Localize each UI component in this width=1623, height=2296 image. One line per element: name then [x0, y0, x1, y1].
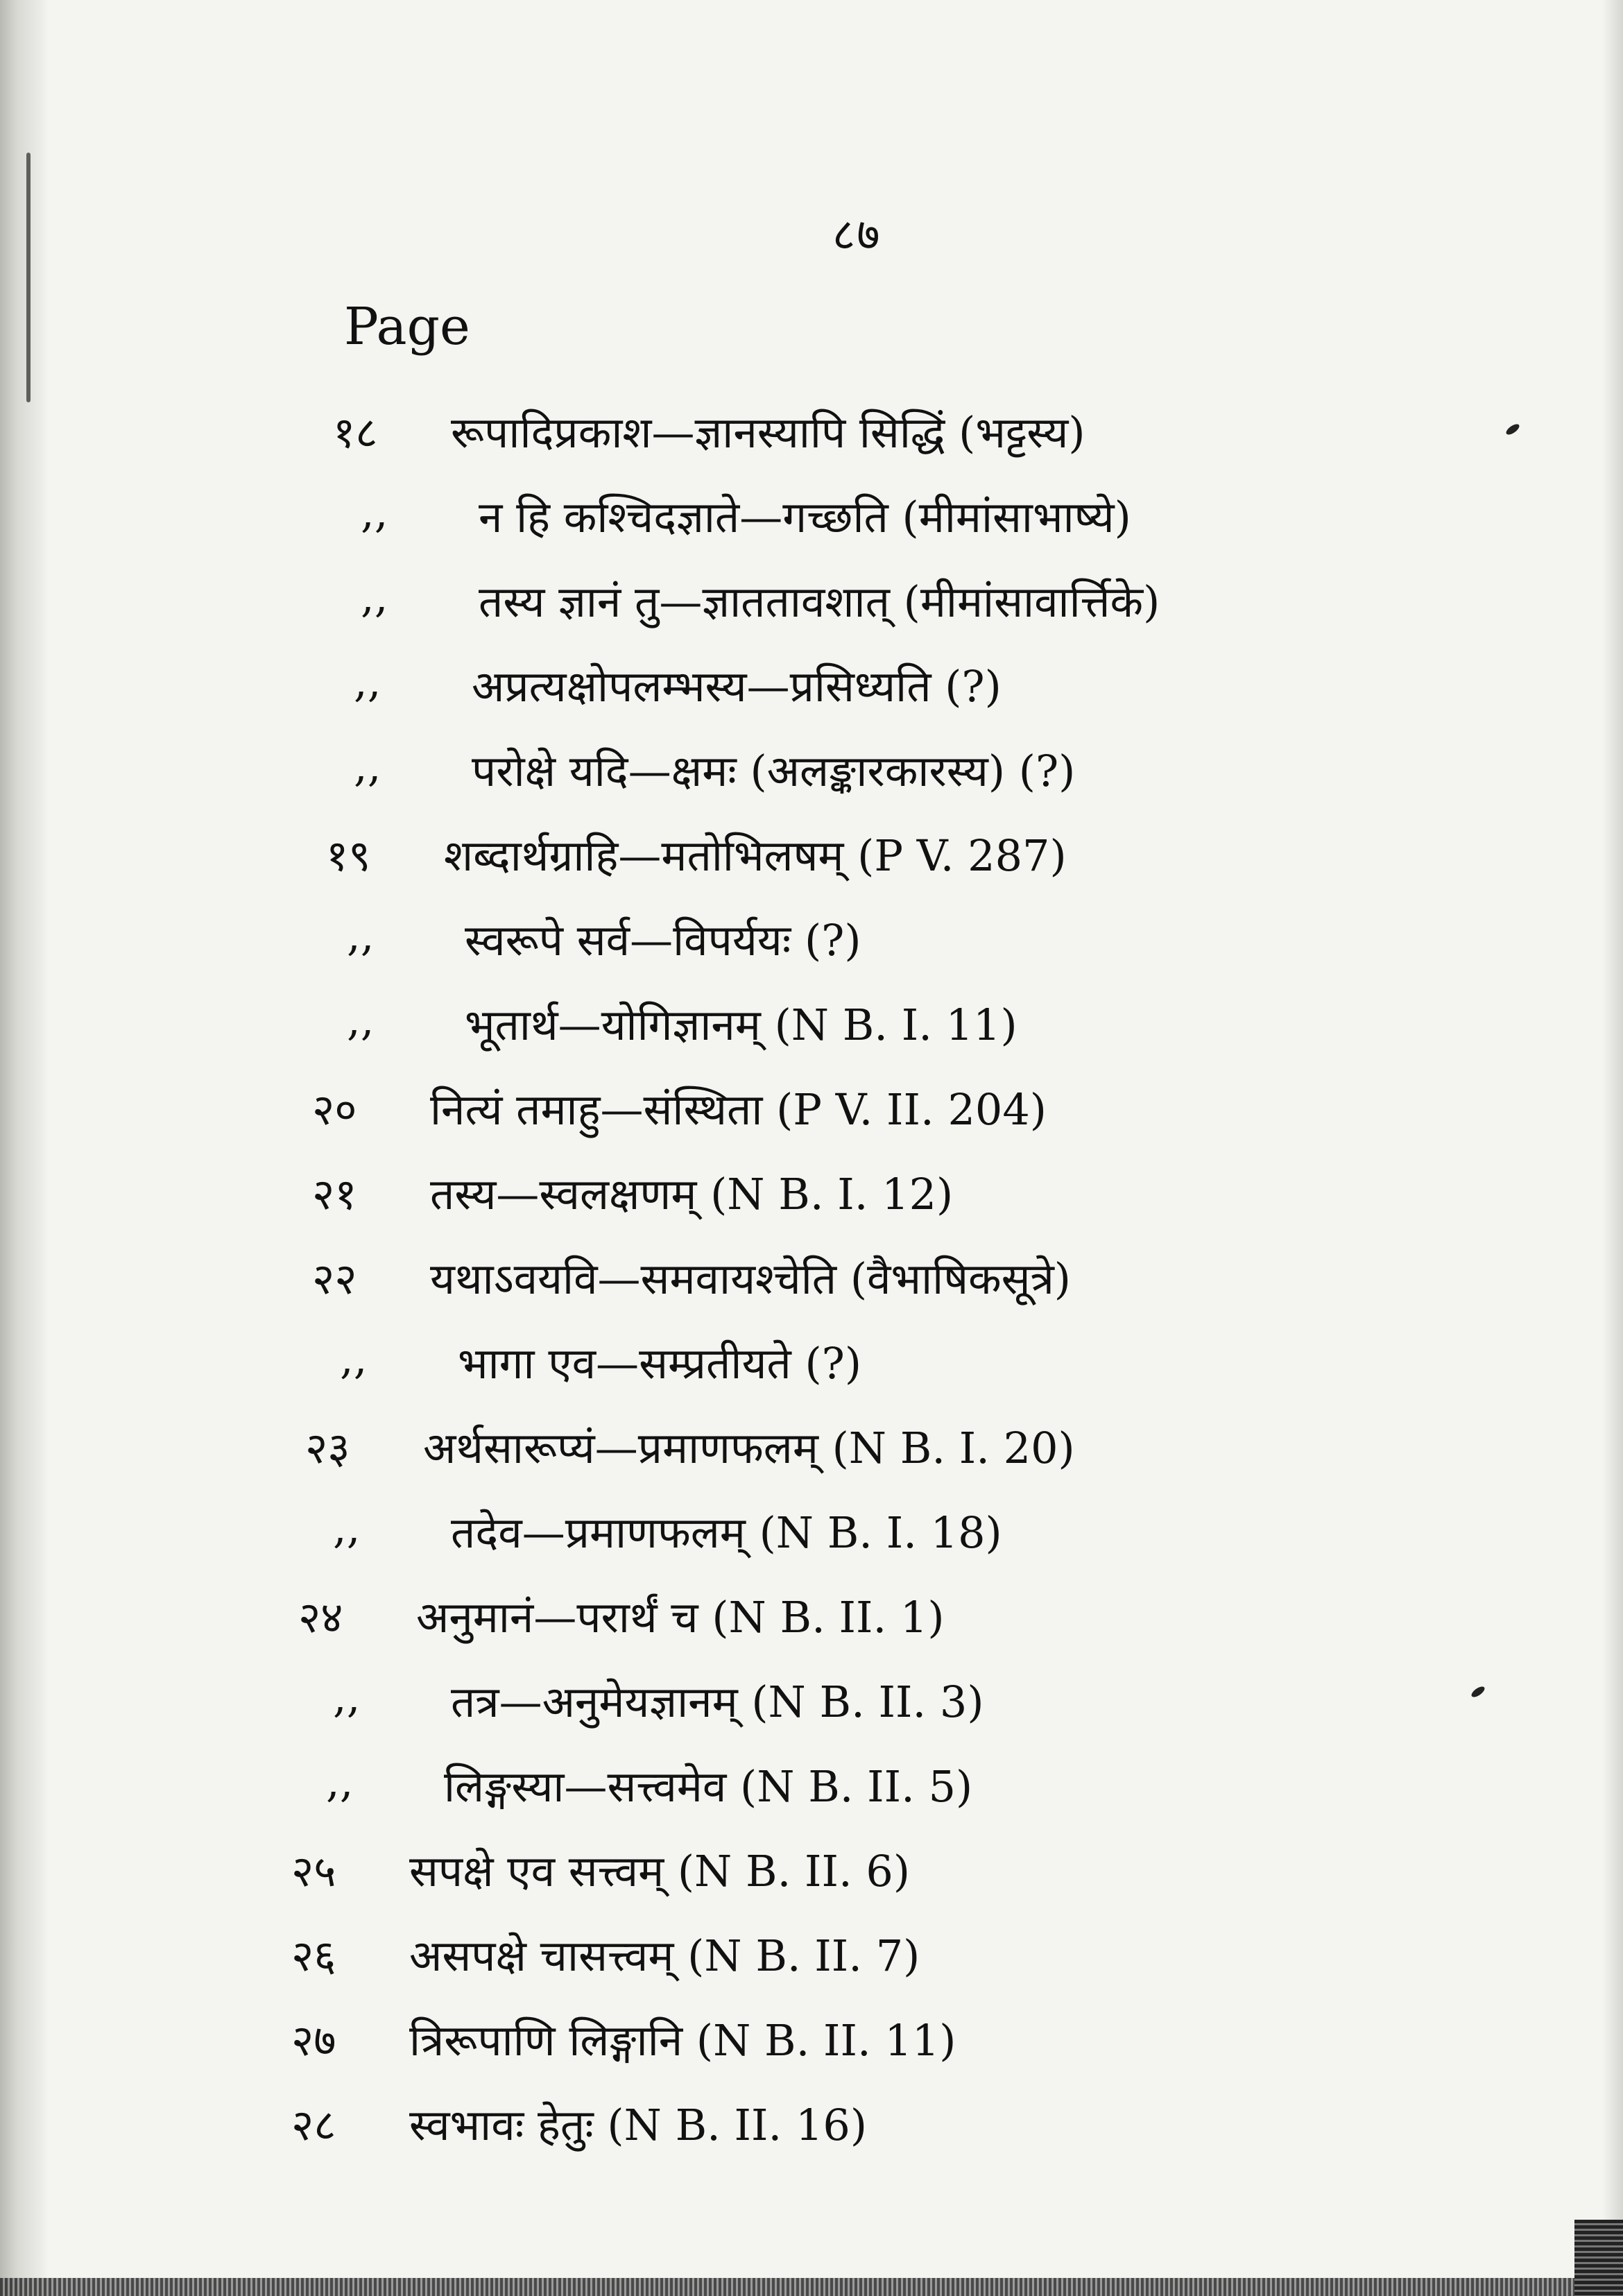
entry-text: अप्रत्यक्षोपलम्भस्य—प्रसिध्यति (?): [472, 661, 1002, 712]
citation-entry: [291, 1827, 1373, 1912]
entry-text: शब्दार्थग्राहि—मतोभिलषम् (P V. 287): [444, 830, 1067, 881]
entry-text: स्वरूपे सर्व—विपर्ययः (?): [465, 915, 861, 966]
page-number: ८७: [832, 209, 882, 261]
entry-page-ref: ,,: [354, 656, 381, 707]
entry-page-ref: २४: [298, 1592, 343, 1643]
entry-text: लिङ्गस्या—सत्त्वमेव (N B. II. 5): [444, 1761, 973, 1812]
entry-text: अर्थसारूप्यं—प्रमाणफलम् (N B. I. 20): [423, 1423, 1075, 1473]
citation-entry: [333, 1658, 1415, 1742]
entry-text: त्रिरूपाणि लिङ्गानि (N B. II. 11): [409, 2015, 956, 2066]
entry-text: स्वभावः हेतुः (N B. II. 16): [409, 2100, 868, 2150]
scan-bottom-strip: [0, 2278, 1623, 2296]
entry-page-ref: २१: [312, 1169, 357, 1219]
entry-text: परोक्षे यदि—क्षमः (अलङ्कारकारस्य) (?): [472, 746, 1076, 796]
scan-binding-edge: [0, 0, 49, 2296]
entry-text: सपक्षे एव सत्त्वम् (N B. II. 6): [409, 1846, 911, 1896]
entry-page-ref: २८: [291, 2100, 336, 2150]
citation-entry: [291, 1996, 1373, 2081]
citation-entry: [361, 558, 1443, 642]
entry-text: तदेव—प्रमाणफलम् (N B. I. 18): [451, 1507, 1002, 1558]
citation-entry: [312, 1065, 1394, 1150]
citation-entry: [354, 727, 1436, 812]
entry-page-ref: २६: [291, 1930, 336, 1981]
entry-page-ref: १९: [326, 830, 371, 881]
entry-page-ref: २७: [291, 2015, 336, 2066]
citation-entry: [340, 1319, 1422, 1404]
entry-page-ref: ,,: [354, 741, 381, 791]
entry-page-ref: ,,: [361, 487, 388, 538]
entry-text: तस्य ज्ञानं तु—ज्ञाततावशात् (मीमांसावार्त्तिके): [479, 576, 1160, 627]
citation-entry: [305, 1404, 1387, 1489]
citation-entry: [312, 1235, 1394, 1319]
entry-page-ref: २३: [305, 1423, 350, 1473]
citation-entry: [326, 1742, 1408, 1827]
entry-page-ref: ,,: [340, 1333, 368, 1384]
citation-entry: [333, 388, 1415, 473]
entry-page-ref: ,,: [347, 910, 375, 961]
citation-entry: [298, 1573, 1380, 1658]
entry-page-ref: २२: [312, 1253, 357, 1304]
page-column-heading: Page: [344, 297, 470, 357]
citation-entry: [347, 896, 1429, 981]
citation-entry: [312, 1150, 1394, 1235]
entry-text: तत्र—अनुमेयज्ञानम् (N B. II. 3): [451, 1677, 984, 1727]
entry-text: भागा एव—सम्प्रतीयते (?): [458, 1338, 862, 1389]
entry-text: न हि कश्चिदज्ञाते—गच्छति (मीमांसाभाष्ये): [479, 492, 1131, 542]
entry-page-ref: १८: [333, 407, 378, 458]
entry-text: भूतार्थ—योगिज्ञानम् (N B. I. 11): [465, 1000, 1017, 1050]
entry-page-ref: ,,: [361, 572, 388, 622]
entry-page-ref: २५: [291, 1846, 336, 1896]
entry-page-ref: ,,: [333, 1502, 361, 1553]
citation-entry: [291, 2081, 1373, 2166]
citation-entry: [354, 642, 1436, 727]
entry-text: अनुमानं—परार्थं च (N B. II. 1): [416, 1592, 945, 1643]
scan-corner-artifact: [1574, 2220, 1623, 2296]
entry-page-ref: ,,: [347, 995, 375, 1045]
scan-right-shadow: [1602, 0, 1623, 2296]
citation-entry: [326, 812, 1408, 896]
citation-entry: [333, 1489, 1415, 1573]
entry-text: नित्यं तमाहु—संस्थिता (P V. II. 204): [430, 1084, 1047, 1135]
entry-text: रूपादिप्रकाश—ज्ञानस्यापि सिद्धिं (भट्टस्य): [451, 407, 1085, 458]
citation-entry: [361, 473, 1443, 558]
citation-entry: [291, 1912, 1373, 1996]
entry-text: यथाऽवयवि—समवायश्चेति (वैभाषिकसूत्रे): [430, 1253, 1071, 1304]
entry-page-ref: २०: [312, 1084, 357, 1135]
entry-text: असपक्षे चासत्त्वम् (N B. II. 7): [409, 1930, 920, 1981]
citation-entry: [347, 981, 1429, 1065]
entry-page-ref: ,,: [326, 1756, 354, 1807]
entry-page-ref: ,,: [333, 1672, 361, 1722]
stray-ink-mark: [1470, 1685, 1486, 1699]
citation-list: [277, 388, 1359, 2166]
entry-text: तस्य—स्वलक्षणम् (N B. I. 12): [430, 1169, 954, 1219]
stray-ink-mark: [1504, 422, 1521, 437]
